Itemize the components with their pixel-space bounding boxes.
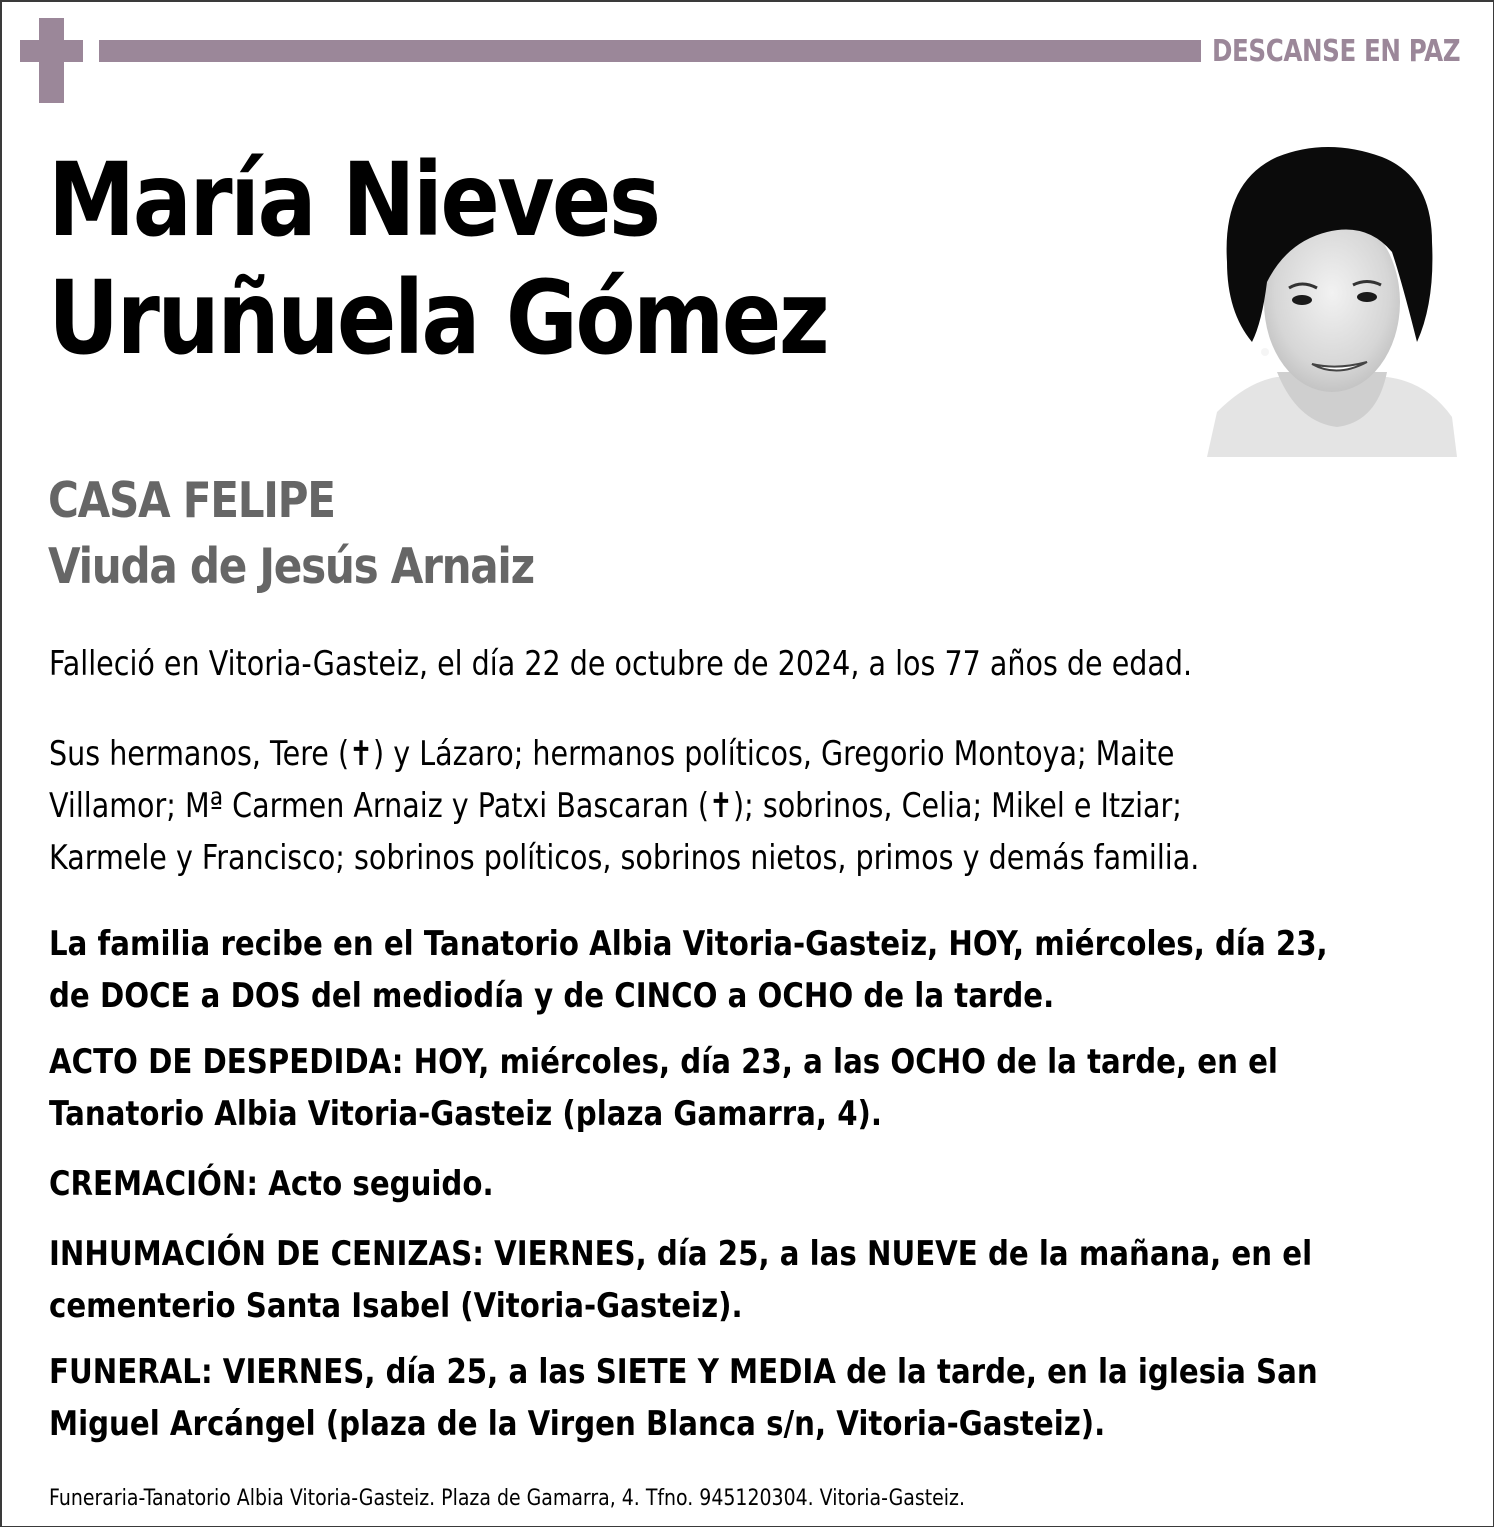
announcement-line: Tanatorio Albia Vitoria-Gasteiz (plaza Gamarra, 4). — [49, 1094, 883, 1134]
announcement-line: La familia recibe en el Tanatorio Albia Vitoria-Gasteiz, HOY, miércoles, día 23, — [49, 924, 1328, 964]
name-line-2: Uruñuela Gómez — [48, 259, 828, 378]
header-rule — [99, 40, 1201, 62]
announcement-reception — [49, 918, 1328, 1022]
alias: CASA FELIPE — [48, 472, 335, 529]
alias-block — [48, 468, 534, 600]
family-line: Villamor; Mª Carmen Arnaiz y Patxi Bascaran (✝); sobrinos, Celia; Mikel e Itziar; — [49, 786, 1182, 826]
announcement-farewell — [49, 1036, 1278, 1140]
announcement-ashes — [49, 1228, 1312, 1332]
portrait-photo — [1207, 142, 1457, 457]
name-line-1: María Nieves — [48, 141, 659, 260]
header-label: DESCANSE EN PAZ — [1212, 34, 1461, 69]
deceased-name — [48, 142, 827, 378]
announcement-funeral — [49, 1346, 1318, 1450]
announcement-line: de DOCE a DOS del mediodía y de CINCO a OCHO de la tarde. — [49, 976, 1055, 1016]
cross-horizontal-bar — [20, 40, 83, 62]
family-line: Karmele y Francisco; sobrinos políticos, sobrinos nietos, primos y demás familia. — [49, 838, 1200, 878]
announcement-line: INHUMACIÓN DE CENIZAS: VIERNES, día 25, a las NUEVE de la mañana, en el — [49, 1234, 1313, 1274]
announcement-line: cementerio Santa Isabel (Vitoria-Gasteiz). — [49, 1286, 743, 1326]
announcement-line: Miguel Arcángel (plaza de la Virgen Blanca s/n, Vitoria-Gasteiz). — [49, 1404, 1106, 1444]
announcement-line: FUNERAL: VIERNES, día 25, a las SIETE Y MEDIA de la tarde, en la iglesia San — [49, 1352, 1318, 1392]
relation: Viuda de Jesús Arnaiz — [48, 538, 534, 595]
funeral-home-footer: Funeraria-Tanatorio Albia Vitoria-Gasteiz. Plaza de Gamarra, 4. Tfno. 945120304. Vitoria-Gasteiz. — [49, 1486, 965, 1511]
announcement-line: ACTO DE DESPEDIDA: HOY, miércoles, día 23, a las OCHO de la tarde, en el — [49, 1042, 1278, 1082]
family-list — [49, 728, 1199, 884]
announcement-line: CREMACIÓN: Acto seguido. — [49, 1164, 494, 1204]
family-line: Sus hermanos, Tere (✝) y Lázaro; hermanos políticos, Gregorio Montoya; Maite — [49, 734, 1175, 774]
announcement-cremation — [49, 1158, 494, 1210]
death-notice: Falleció en Vitoria-Gasteiz, el día 22 de octubre de 2024, a los 77 años de edad. — [49, 644, 1193, 684]
